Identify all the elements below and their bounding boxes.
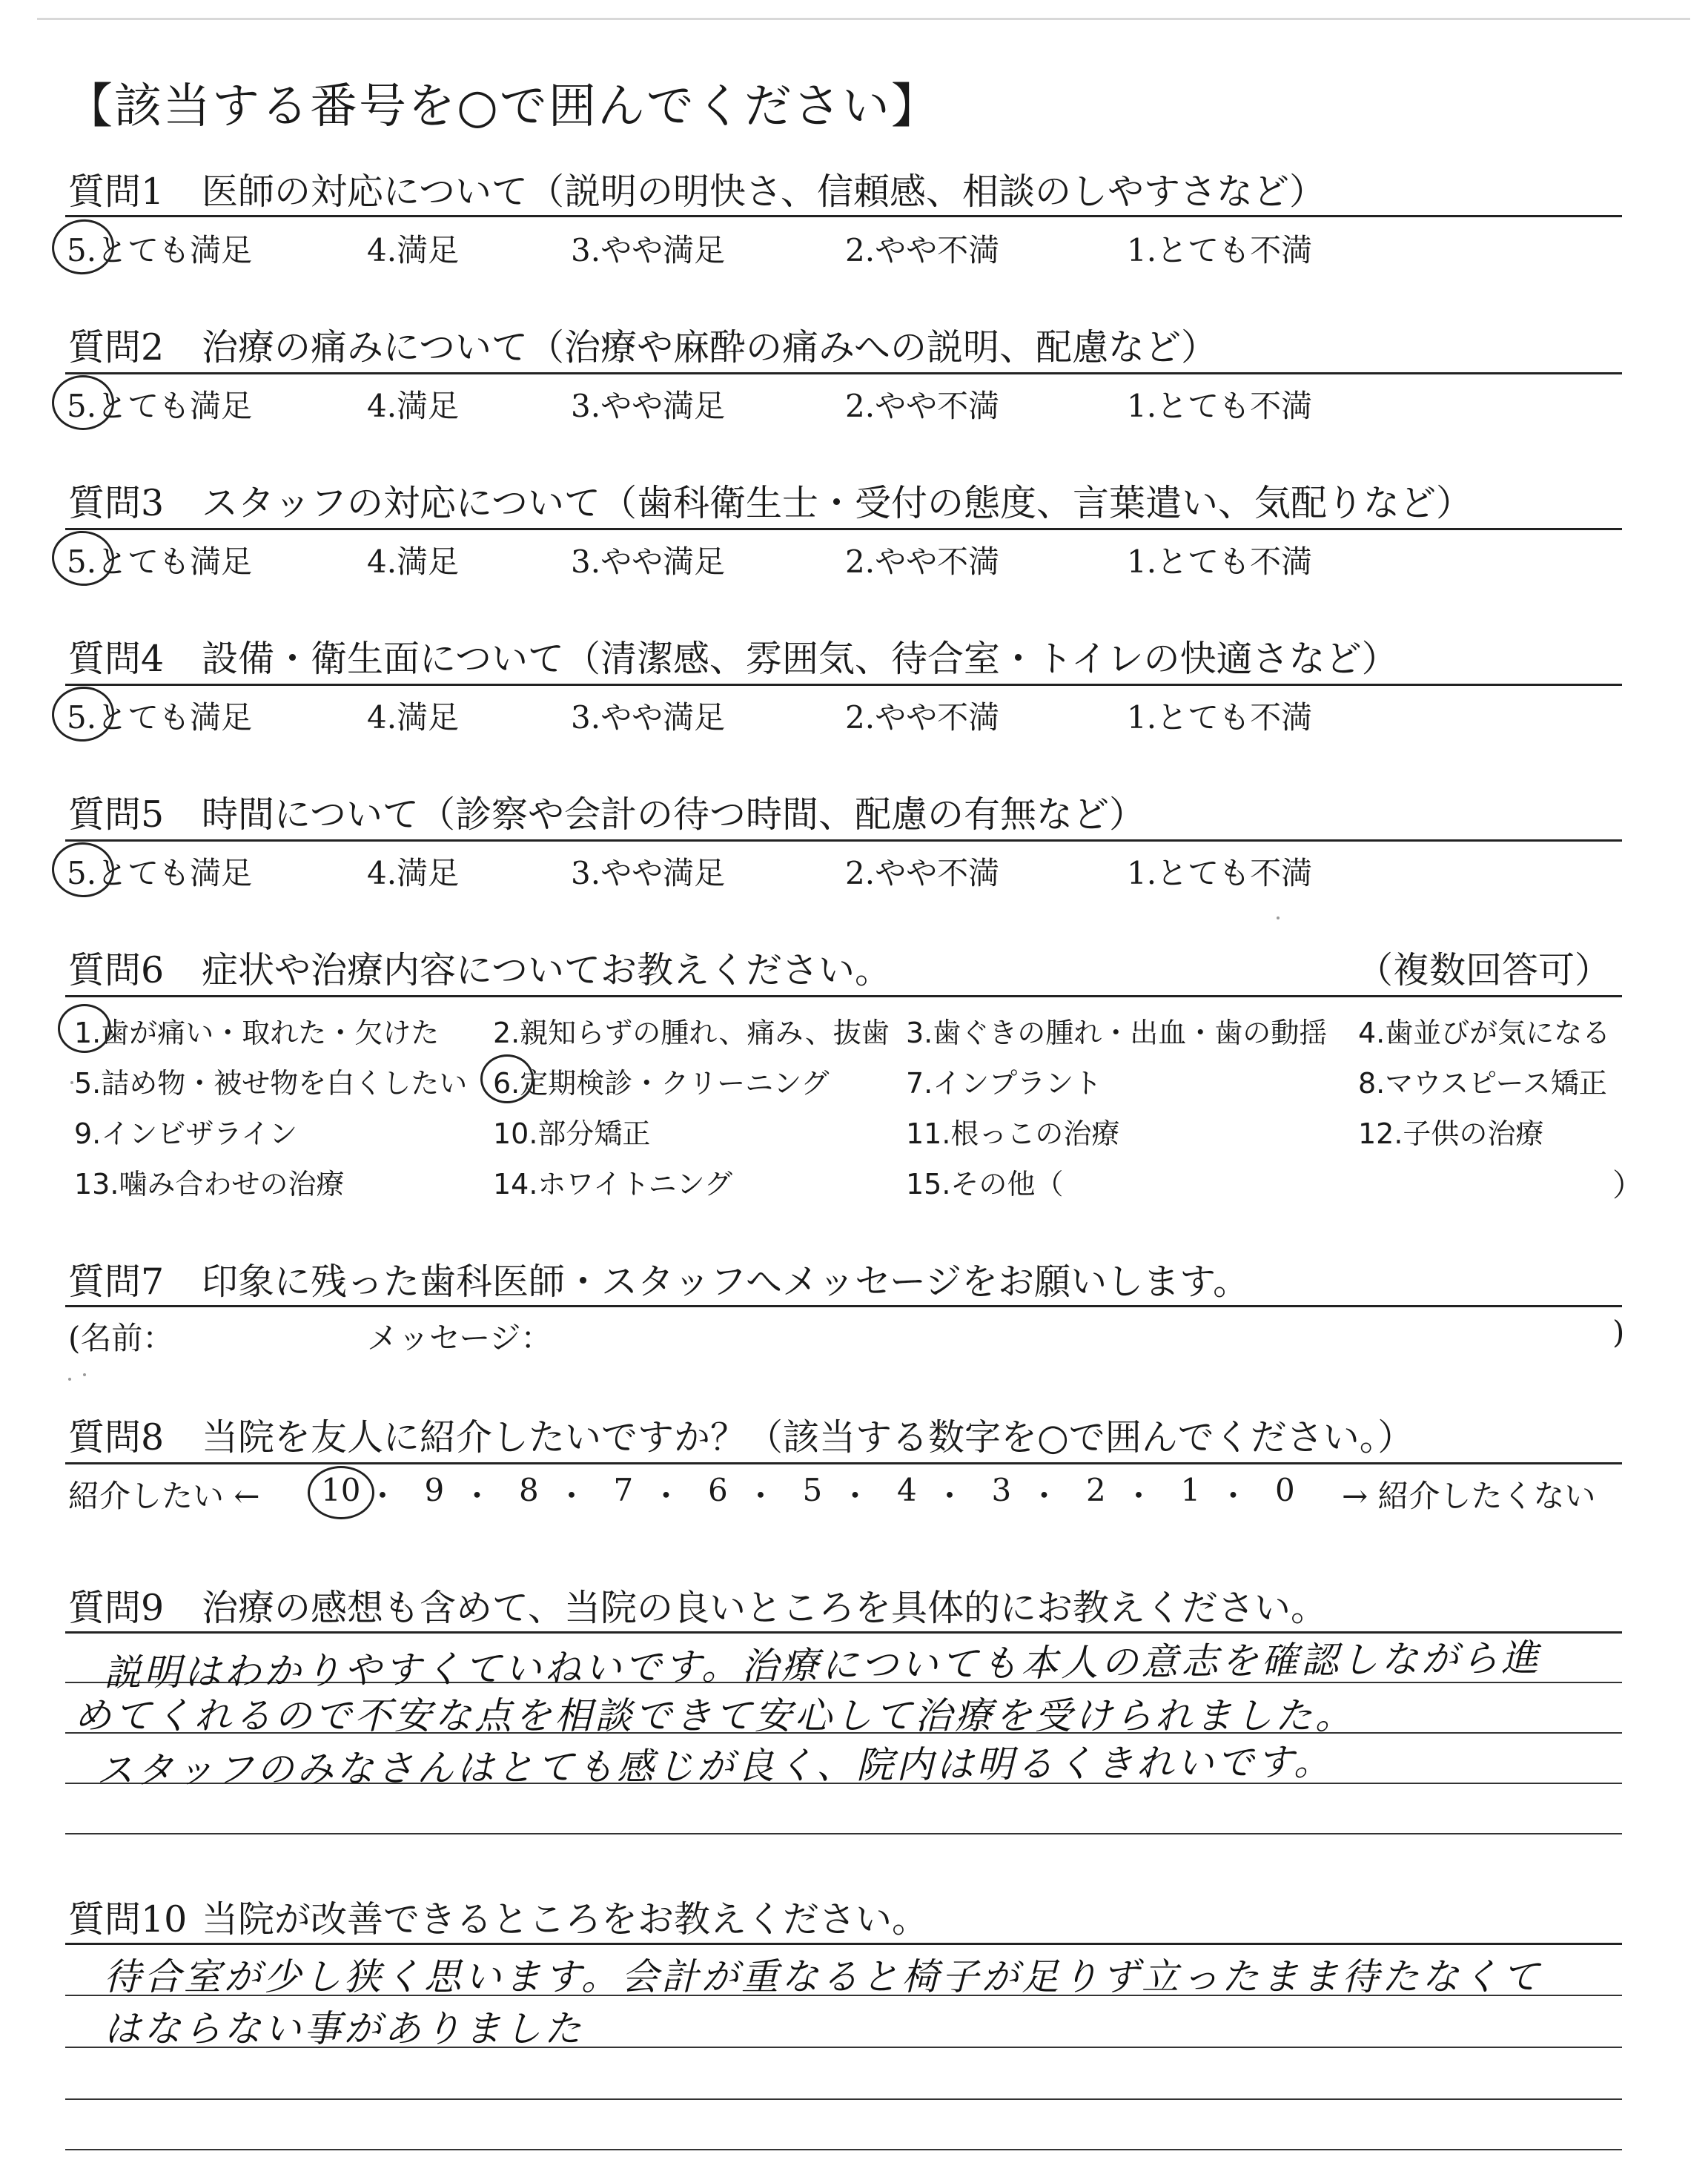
question-text: 設備・衛生面について（清潔感、雰囲気、待合室・トイレの快適さなど）: [202, 638, 1398, 680]
handwritten-answer-line: スタッフのみなさんはとても感じが良く、院内は明るくきれいです。: [96, 1740, 1334, 1792]
selection-circle: [58, 1004, 111, 1053]
symptom-item[interactable]: 4.歯並びが気になる: [1358, 1017, 1611, 1049]
option-4[interactable]: 4.満足: [367, 699, 460, 736]
symptom-item[interactable]: 12.子供の治療: [1358, 1117, 1544, 1150]
question-3-heading: [68, 475, 1472, 526]
symptom-item[interactable]: 9.インビザライン: [74, 1117, 298, 1150]
scale-number-9[interactable]: 9: [424, 1472, 445, 1508]
question-number: 質問3: [68, 482, 165, 524]
question-7-heading: [68, 1253, 1249, 1305]
symptom-item[interactable]: 10.部分矯正: [493, 1117, 651, 1150]
answer-line: [65, 2149, 1622, 2150]
question-10-heading: [68, 1891, 928, 1943]
handwritten-answer-line: 説明はわかりやすくていねいです。治療についても本人の意志を確認しながら進: [103, 1636, 1542, 1695]
option-5[interactable]: 5.とても満足: [67, 544, 253, 580]
scan-speck: [68, 1378, 71, 1381]
question-2-heading: [68, 319, 1217, 371]
question-text: 治療の痛みについて（治療や麻酔の痛みへの説明、配慮など）: [202, 326, 1218, 369]
option-5[interactable]: 5.とても満足: [67, 855, 253, 891]
question-number: 質問9: [68, 1587, 165, 1629]
option-3[interactable]: 3.やや満足: [571, 544, 726, 580]
rule: [65, 684, 1622, 686]
scale-number-2[interactable]: 2: [1086, 1472, 1106, 1508]
symptom-item[interactable]: 7.インプラント: [906, 1067, 1102, 1100]
answer-line: [65, 1833, 1622, 1834]
scale-number-7[interactable]: 7: [613, 1472, 634, 1508]
option-1[interactable]: 1.とても不満: [1127, 699, 1313, 736]
question-number: 質問1: [68, 171, 165, 213]
scale-number-6[interactable]: 6: [708, 1472, 728, 1508]
handwritten-answer-line: はならない事がありました: [104, 2007, 584, 2050]
symptom-item[interactable]: 2.親知らずの腫れ、痛み、抜歯: [493, 1017, 890, 1049]
option-3[interactable]: 3.やや満足: [571, 232, 726, 268]
symptom-item[interactable]: 13.噛み合わせの治療: [74, 1168, 345, 1200]
scan-speck: [83, 1373, 86, 1376]
option-1[interactable]: 1.とても不満: [1127, 232, 1313, 268]
option-5[interactable]: 5.とても満足: [67, 388, 253, 424]
scale-separator: ・: [745, 1478, 777, 1514]
scale-right-label: → 紹介したくない: [1342, 1478, 1596, 1514]
symptom-item[interactable]: 8.マウスピース矯正: [1358, 1067, 1607, 1100]
option-5[interactable]: 5.とても満足: [67, 699, 253, 736]
selection-circle: [480, 1054, 534, 1103]
name-label: (名前：: [68, 1320, 174, 1356]
selection-circle: [308, 1466, 374, 1519]
page-title: 【該当する番号を○で囲んでください】: [65, 79, 940, 134]
symptom-item[interactable]: 3.歯ぐきの腫れ・出血・歯の動揺: [906, 1017, 1328, 1049]
question-text: 当院を友人に紹介したいですか？（該当する数字を○で囲んでください。）: [202, 1416, 1414, 1459]
scale-number-0[interactable]: 0: [1275, 1472, 1295, 1508]
scale-separator: ・: [556, 1478, 588, 1514]
symptom-item[interactable]: 6.定期検診・クリーニング: [493, 1067, 830, 1100]
option-4[interactable]: 4.満足: [367, 232, 460, 268]
scale-number-3[interactable]: 3: [991, 1472, 1012, 1508]
question-number: 質問7: [68, 1261, 165, 1303]
rule: [65, 995, 1622, 997]
option-4[interactable]: 4.満足: [367, 388, 460, 424]
scale-separator: ・: [1028, 1478, 1060, 1514]
option-2[interactable]: 2.やや不満: [845, 232, 1000, 268]
option-1[interactable]: 1.とても不満: [1127, 388, 1313, 424]
option-2[interactable]: 2.やや不満: [845, 388, 1000, 424]
scale-number-8[interactable]: 8: [519, 1472, 539, 1508]
question-number: 質問5: [68, 793, 165, 836]
symptom-item[interactable]: 15.その他（: [906, 1168, 1064, 1200]
question-number: 質問10: [68, 1898, 188, 1941]
question-text: 治療の感想も含めて、当院の良いところを具体的にお教えください。: [202, 1587, 1328, 1629]
scale-separator: ・: [367, 1478, 399, 1514]
question-9-heading: [68, 1579, 1327, 1631]
scale-separator: ・: [839, 1478, 871, 1514]
option-2[interactable]: 2.やや不満: [845, 855, 1000, 891]
option-2[interactable]: 2.やや不満: [845, 544, 1000, 580]
question-8-heading: [68, 1409, 1414, 1461]
rule: [65, 372, 1622, 374]
answer-line: [65, 2098, 1622, 2100]
close-paren: ): [1612, 1314, 1625, 1350]
scale-separator: ・: [1217, 1478, 1249, 1514]
option-3[interactable]: 3.やや満足: [571, 855, 726, 891]
option-5[interactable]: 5.とても満足: [67, 232, 253, 268]
scan-speck: [70, 1081, 73, 1084]
option-3[interactable]: 3.やや満足: [571, 388, 726, 424]
handwritten-answer-line: めてくれるので不安な点を相談できて安心して治療を受けられました。: [74, 1694, 1355, 1737]
option-4[interactable]: 4.満足: [367, 855, 460, 891]
option-1[interactable]: 1.とても不満: [1127, 855, 1313, 891]
symptom-item[interactable]: 11.根っこの治療: [906, 1117, 1120, 1150]
scan-speck: [1277, 916, 1280, 919]
message-label: メッセージ：: [367, 1320, 552, 1356]
option-3[interactable]: 3.やや満足: [571, 699, 726, 736]
question-text: 症状や治療内容についてお教えください。: [202, 949, 892, 991]
rule: [65, 1943, 1622, 1945]
scale-separator: ・: [934, 1478, 966, 1514]
scale-number-4[interactable]: 4: [897, 1472, 917, 1508]
selection-circle: [52, 375, 114, 430]
question-number: 質問2: [68, 326, 165, 369]
question-text: 時間について（診察や会計の待つ時間、配慮の有無など）: [202, 793, 1146, 836]
question-text: 当院が改善できるところをお教えください。: [202, 1898, 929, 1941]
scale-separator: ・: [461, 1478, 493, 1514]
symptom-item[interactable]: 1.歯が痛い・取れた・欠けた: [74, 1017, 440, 1049]
question-number: 質問6: [68, 949, 165, 991]
question-number: 質問8: [68, 1416, 165, 1459]
question-4-heading: [68, 630, 1398, 682]
question-6-heading: [68, 942, 891, 994]
question-5-heading: [68, 786, 1145, 838]
symptom-item[interactable]: 14.ホワイトニング: [493, 1168, 733, 1200]
rule: [65, 839, 1622, 842]
question-text: スタッフの対応について（歯科衛生士・受付の態度、言葉遣い、気配りなど）: [202, 482, 1473, 524]
scale-left-label: 紹介したい ←: [68, 1478, 260, 1514]
scale-number-5[interactable]: 5: [802, 1472, 823, 1508]
rule: [65, 1462, 1622, 1464]
scale-separator: ・: [650, 1478, 682, 1514]
top-border: [37, 18, 1690, 20]
other-close-paren: ）: [1612, 1167, 1644, 1203]
multiple-answers-note: （複数回答可）: [1357, 949, 1612, 991]
option-1[interactable]: 1.とても不満: [1127, 544, 1313, 580]
option-2[interactable]: 2.やや不満: [845, 699, 1000, 736]
rule: [65, 1305, 1622, 1307]
question-text: 印象に残った歯科医師・スタッフへメッセージをお願いします。: [202, 1261, 1250, 1303]
option-4[interactable]: 4.満足: [367, 544, 460, 580]
scale-separator: ・: [1123, 1478, 1155, 1514]
question-number: 質問4: [68, 638, 165, 680]
rule: [65, 215, 1622, 217]
scale-number-1[interactable]: 1: [1180, 1472, 1201, 1508]
question-1-heading: [68, 163, 1325, 215]
handwritten-answer-line: 待合室が少し狭く思います。会計が重なると椅子が足りず立ったまま待たなくて: [104, 1955, 1542, 1998]
question-text: 医師の対応について（説明の明快さ、信頼感、相談のしやすさなど）: [202, 171, 1326, 213]
symptom-item[interactable]: 5.詰め物・被せ物を白くしたい: [74, 1067, 468, 1100]
scale-number-10[interactable]: 10: [321, 1472, 361, 1508]
rule: [65, 528, 1622, 530]
